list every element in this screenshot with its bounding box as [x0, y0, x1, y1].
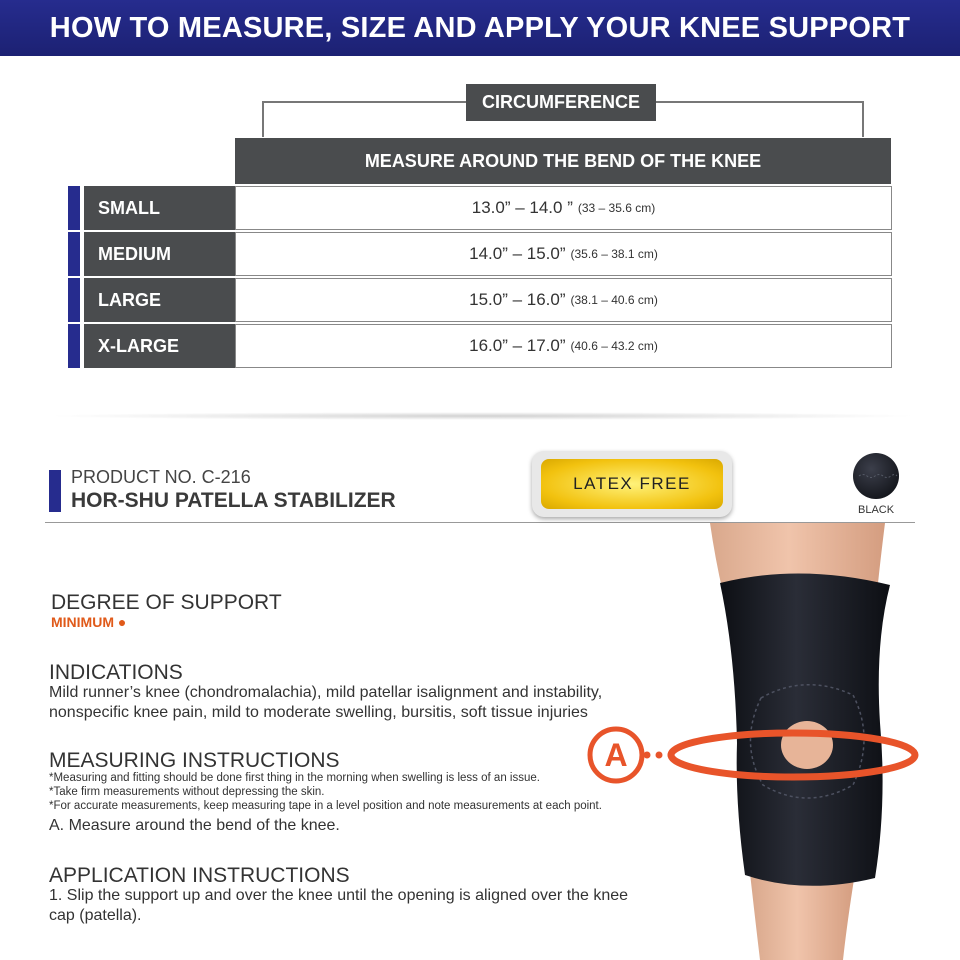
marker-label: A	[604, 737, 628, 773]
lower-leg	[750, 873, 855, 960]
section-divider	[45, 412, 920, 420]
size-row-medium	[68, 232, 892, 276]
measuring-note-2: *Take firm measurements without depressing the skin.	[49, 786, 325, 798]
size-row-x-large	[68, 324, 892, 368]
indications-heading: INDICATIONS	[49, 661, 183, 684]
size-range	[235, 278, 892, 322]
product-name: HOR-SHU PATELLA STABILIZER	[71, 489, 396, 512]
range-cm: (40.6 – 43.2 cm)	[570, 339, 658, 353]
size-row-large	[68, 278, 892, 322]
knee-support-illustration	[575, 523, 930, 960]
swatch-stitch	[853, 453, 899, 499]
product-number: PRODUCT NO. C-216	[71, 467, 251, 487]
size-chart-header: MEASURE AROUND THE BEND OF THE KNEE	[235, 138, 891, 184]
size-range	[235, 324, 892, 368]
range-inches: 15.0” – 16.0”	[469, 290, 566, 309]
size-range	[235, 232, 892, 276]
banner-title: HOW TO MEASURE, SIZE AND APPLY YOUR KNEE SUPPORT	[49, 11, 911, 44]
header-banner	[0, 0, 960, 56]
row-accent	[68, 186, 80, 230]
degree-heading: DEGREE OF SUPPORT	[51, 591, 282, 614]
range-cm: (35.6 – 38.1 cm)	[570, 247, 658, 261]
indications-line-1: Mild runner’s knee (chondromalachia), mild patellar isalignment and instability,	[49, 684, 603, 701]
size-label: SMALL	[84, 186, 302, 230]
size-label: MEDIUM	[84, 232, 302, 276]
patella-opening	[781, 721, 833, 769]
row-accent	[68, 324, 80, 368]
latex-free-badge	[532, 451, 732, 517]
application-line-2: cap (patella).	[49, 907, 142, 924]
measuring-step-a: A. Measure around the bend of the knee.	[49, 817, 340, 834]
latex-free-label: LATEX FREE	[541, 459, 723, 509]
size-label: LARGE	[84, 278, 302, 322]
indications-line-2: nonspecific knee pain, mild to moderate swelling, bursitis, soft tissue injuries	[49, 704, 588, 721]
degree-value: MINIMUM ●	[51, 614, 127, 630]
application-heading: APPLICATION INSTRUCTIONS	[49, 864, 350, 887]
range-inches: 16.0” – 17.0”	[469, 336, 566, 355]
color-swatch	[853, 453, 899, 499]
size-range	[235, 186, 892, 230]
circumference-label: CIRCUMFERENCE	[466, 84, 656, 121]
measuring-note-1: *Measuring and fitting should be done first thing in the morning when swelling is less of an issue.	[49, 772, 540, 784]
range-cm: (38.1 – 40.6 cm)	[570, 293, 658, 307]
size-row-small	[68, 186, 892, 230]
row-accent	[68, 232, 80, 276]
color-swatch-label: BLACK	[858, 504, 895, 516]
application-line-1: 1. Slip the support up and over the knee until the opening is aligned over the knee	[49, 887, 629, 904]
measuring-note-3: *For accurate measurements, keep measuring tape in a level position and note measurements at each point.	[49, 800, 602, 812]
product-accent-bar	[49, 470, 61, 512]
row-accent	[68, 278, 80, 322]
range-cm: (33 – 35.6 cm)	[577, 201, 656, 215]
range-inches: 13.0” – 14.0 ”	[471, 198, 573, 217]
range-inches: 14.0” – 15.0”	[469, 244, 566, 263]
size-label: X-LARGE	[84, 324, 302, 368]
measuring-heading: MEASURING INSTRUCTIONS	[49, 749, 340, 772]
